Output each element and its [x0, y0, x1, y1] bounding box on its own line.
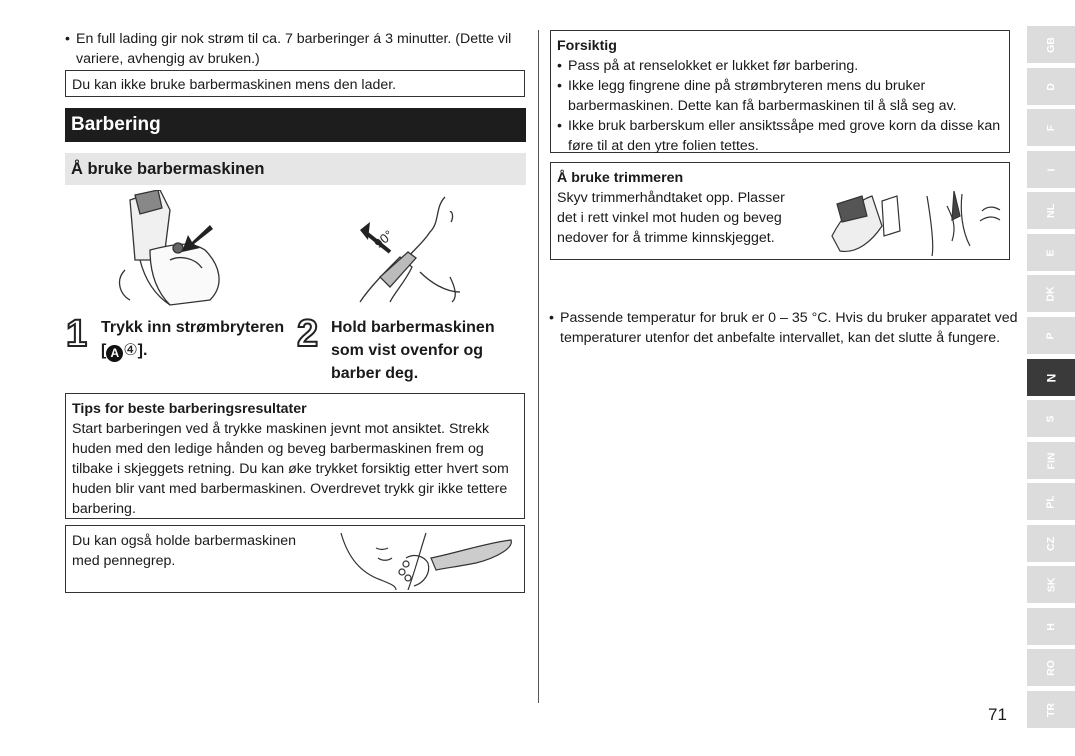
tab-h[interactable]: H: [1027, 608, 1075, 645]
caution-title: Forsiktig: [557, 38, 617, 54]
tab-f[interactable]: F: [1027, 109, 1075, 146]
charge-note-text: Du kan ikke bruke barbermaskinen mens den lader.: [72, 77, 397, 93]
tab-pl[interactable]: PL: [1027, 483, 1075, 520]
caution-item: • Ikke legg fingrene dine på strømbryteren mens du bruker barbermaskinen. Dette kan få barbermaskinen til å slå seg av.: [557, 76, 1003, 116]
intro-bullet-text: En full lading gir nok strøm til ca. 7 barberinger á 3 minutter. (Dette vil variere, avhengig av bruken.): [76, 31, 512, 67]
subsection-title-text: Å bruke barbermaskinen: [71, 160, 265, 178]
tab-s[interactable]: S: [1027, 400, 1075, 437]
tab-n[interactable]: N: [1027, 359, 1075, 396]
step-2-number: 2: [297, 313, 319, 355]
trimmer-illustration: [822, 186, 1007, 258]
step-1-number: 1: [66, 313, 88, 355]
tips-box: [65, 393, 525, 519]
charge-note-box: [65, 70, 525, 97]
tab-fin[interactable]: FIN: [1027, 442, 1075, 479]
hold-angle-illustration: [350, 192, 470, 307]
ref-a-badge: A: [106, 345, 123, 362]
tab-p[interactable]: P: [1027, 317, 1075, 354]
page-number: 71: [988, 705, 1007, 724]
tab-e[interactable]: E: [1027, 234, 1075, 271]
pen-grip-text: Du kan også holde barbermaskinen med pennegrep.: [72, 533, 296, 569]
tab-sk[interactable]: SK: [1027, 566, 1075, 603]
subsection-title: [65, 153, 526, 185]
tab-ro[interactable]: RO: [1027, 649, 1075, 686]
caution-item: • Pass på at renselokket er lukket før barbering.: [557, 56, 1003, 76]
tab-tr[interactable]: TR: [1027, 691, 1075, 728]
trimmer-body: Skyv trimmerhåndtaket opp. Plasser det i rett vinkel mot huden og beveg nedover for å trimme kinnskjegget.: [557, 190, 785, 246]
press-power-illustration: [110, 190, 240, 310]
tips-body: Start barberingen ved å trykke maskinen jevnt mot ansiktet. Strekk huden med den ledige hånden og beveg barbermaskinen frem og tilbake i skjeggets retning. Du kan øke trykket forsiktig etter hvert som huden blir vant med barbermaskinen. Overdrevet trykk gir ikke tettere barbering.: [72, 421, 509, 517]
tab-d[interactable]: D: [1027, 68, 1075, 105]
tips-title: Tips for beste barberingsresultater: [72, 401, 307, 417]
angle-label: 90°: [371, 227, 396, 252]
pen-grip-illustration: [336, 528, 520, 590]
arrow-icon: [182, 225, 213, 252]
tab-gb[interactable]: GB: [1027, 26, 1075, 63]
trimmer-title: Å bruke trimmeren: [557, 170, 684, 186]
tab-i[interactable]: I: [1027, 151, 1075, 188]
temperature-text: Passende temperatur for bruk er 0 – 35 °C. Hvis du bruker apparatet ved temperaturer utenfor det anbefalte intervallet, kan det slutte å fungere.: [560, 310, 1018, 346]
intro-bullet: [65, 29, 538, 69]
tab-nl[interactable]: NL: [1027, 192, 1075, 229]
ref-4-glyph: ④: [123, 342, 138, 359]
step-1-text: Trykk inn strømbryteren [ A ④].: [101, 319, 285, 360]
tab-dk[interactable]: DK: [1027, 275, 1075, 312]
column-divider: [538, 30, 539, 703]
step-2-text: Hold barbermaskinen som vist ovenfor og barber deg.: [331, 319, 495, 382]
caution-box: [550, 30, 1010, 153]
section-title-text: Barbering: [71, 114, 161, 135]
caution-item: • Ikke bruk barberskum eller ansiktssåpe med grove korn da disse kan føre til at den ytre folien tettes.: [557, 116, 1003, 156]
tab-cz[interactable]: CZ: [1027, 525, 1075, 562]
section-title: [65, 108, 526, 142]
temperature-bullet: [549, 308, 1022, 348]
